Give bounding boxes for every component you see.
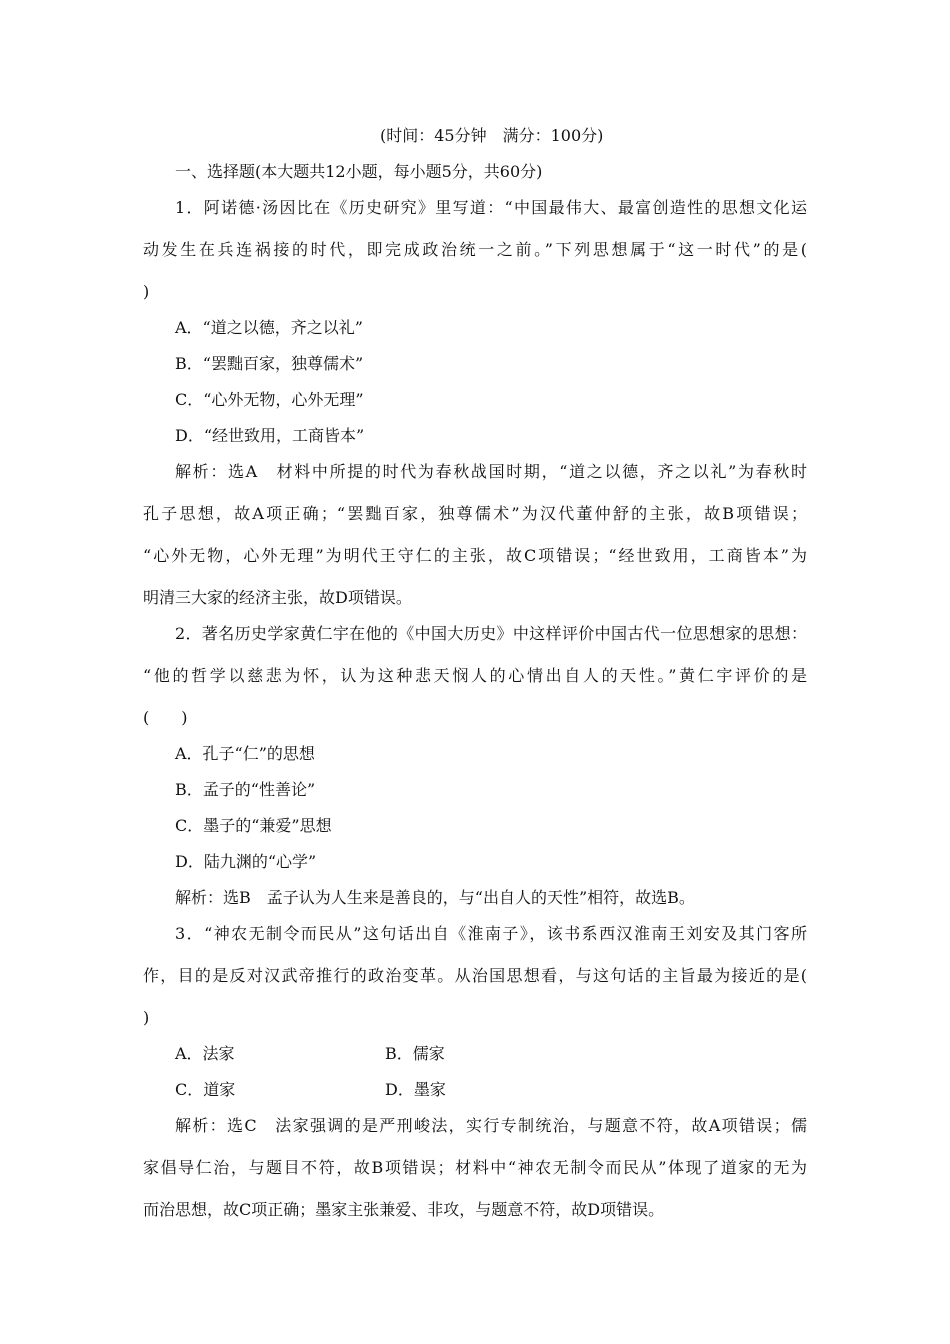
question-3-option-a: A．法家	[175, 1044, 235, 1063]
question-1-option-a: A．“道之以德，齐之以礼”	[175, 318, 363, 337]
question-1-option-b: B．“罢黜百家，独尊儒术”	[175, 354, 364, 373]
question-1-option-c: C．“心外无物，心外无理”	[175, 390, 364, 409]
question-2-analysis-line: 解析：选B 孟子认为人生来是善良的，与“出自人的天性”相符，故选B。	[175, 888, 695, 907]
question-2-option-d: D．陆九渊的“心学”	[175, 852, 317, 871]
question-1-analysis-line: 解析：选A 材料中所提的时代为春秋战国时期，“道之以德，齐之以礼”为春秋时	[175, 462, 807, 481]
question-3-option-d: D．墨家	[385, 1080, 446, 1099]
question-3-stem-line: 3．“神农无制令而民从”这句话出自《淮南子》，该书系西汉淮南王刘安及其门客所	[175, 924, 807, 943]
question-3-analysis-line: 家倡导仁治，与题目不符，故B项错误；材料中“神农无制令而民从”体现了道家的无为	[143, 1158, 807, 1177]
question-3-option-c: C．道家	[175, 1080, 236, 1099]
question-3-option-b: B．儒家	[385, 1044, 445, 1063]
question-3-analysis-line: 而治思想，故C项正确；墨家主张兼爱、非攻，与题意不符，故D项错误。	[143, 1200, 665, 1219]
question-2-stem-line: ( )	[143, 708, 188, 727]
section-title: 一、选择题(本大题共12小题，每小题5分，共60分)	[175, 162, 543, 181]
question-2-stem-line: “他的哲学以慈悲为怀，认为这种悲天悯人的心情出自人的天性。”黄仁宇评价的是	[143, 666, 807, 685]
question-1-option-d: D．“经世致用，工商皆本”	[175, 426, 365, 445]
question-1-stem-line: 1．阿诺德·汤因比在《历史研究》里写道：“中国最伟大、最富创造性的思想文化运	[175, 198, 807, 217]
question-3-stem-line: )	[143, 1008, 150, 1027]
question-3-stem-line: 作，目的是反对汉武帝推行的政治变革。从治国思想看，与这句话的主旨最为接近的是(	[143, 966, 807, 985]
time-info: (时间：45分钟 满分：100分)	[380, 126, 604, 145]
question-1-stem-line: )	[143, 282, 150, 301]
question-1-stem-line: 动发生在兵连祸接的时代，即完成政治统一之前。”下列思想属于“这一时代”的是(	[143, 240, 807, 259]
question-1-analysis-line: “心外无物，心外无理”为明代王守仁的主张，故C项错误；“经世致用，工商皆本”为	[143, 546, 807, 565]
question-1-analysis-line: 明清三大家的经济主张，故D项错误。	[143, 588, 412, 607]
question-1-analysis-line: 孔子思想，故A项正确；“罢黜百家，独尊儒术”为汉代董仲舒的主张，故B项错误；	[143, 504, 807, 523]
question-2-option-b: B．孟子的“性善论”	[175, 780, 316, 799]
question-2-option-c: C．墨子的“兼爱”思想	[175, 816, 332, 835]
question-2-option-a: A．孔子“仁”的思想	[175, 744, 315, 763]
question-3-analysis-line: 解析：选C 法家强调的是严刑峻法，实行专制统治，与题意不符，故A项错误；儒	[175, 1116, 807, 1135]
question-2-stem-line: 2．著名历史学家黄仁宇在他的《中国大历史》中这样评价中国古代一位思想家的思想：	[175, 624, 807, 643]
